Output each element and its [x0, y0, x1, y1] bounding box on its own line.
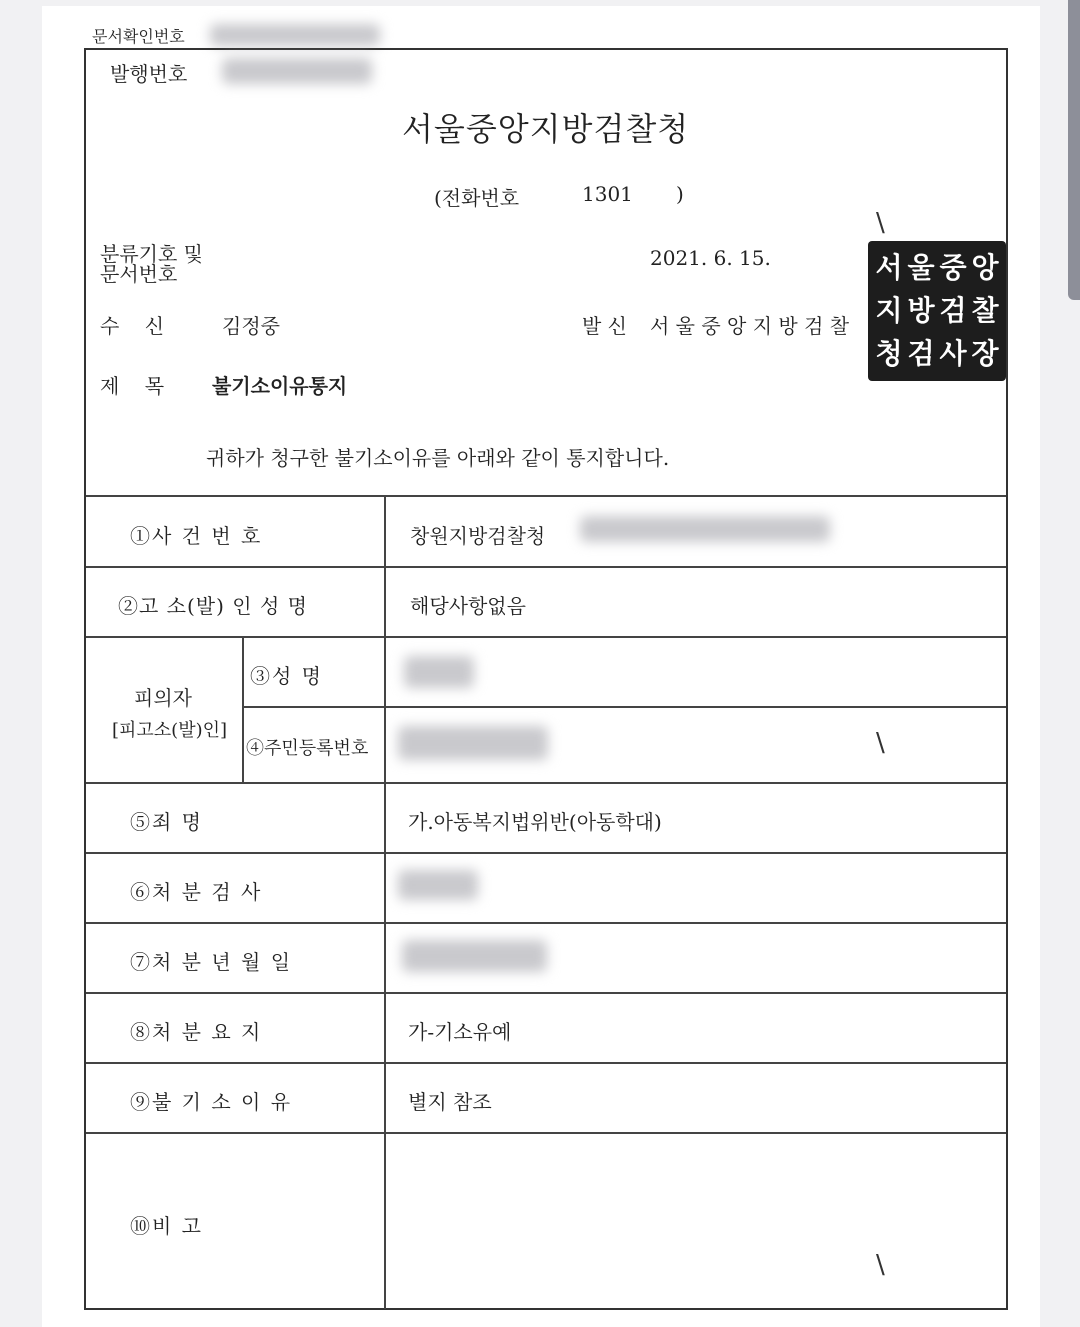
phone-number: 1301 — [582, 182, 633, 206]
mark-tick: \ — [876, 1250, 885, 1280]
scrollbar[interactable] — [1068, 0, 1080, 300]
row-label-charge: ⑤죄 명 — [130, 810, 203, 834]
issue-number-redacted — [222, 58, 372, 84]
seal-char: 검 — [907, 337, 935, 371]
mark-tick: \ — [876, 208, 885, 238]
row-value-complainant: 해당사항없음 — [410, 594, 526, 618]
doc-check-redacted — [210, 24, 380, 46]
table-line — [86, 1132, 1006, 1134]
row-label-non-prosecution-reason: ⑨불 기 소 이 유 — [130, 1090, 293, 1114]
subject-text: 불기소이유통지 — [212, 374, 348, 398]
suspect-name-redacted — [404, 656, 474, 688]
case-number-redacted — [580, 516, 830, 542]
row-value-case-number: 창원지방검찰청 — [410, 524, 546, 548]
seal-char: 청 — [875, 337, 903, 371]
suspect-id-label: ④주민등록번호 — [246, 738, 369, 759]
table-line — [86, 1062, 1006, 1064]
mark-tick: \ — [876, 728, 885, 758]
row-label-disposition-date: ⑦처 분 년 월 일 — [130, 950, 293, 974]
seal-char: 사 — [939, 337, 967, 371]
issue-label: 발행번호 — [110, 62, 188, 86]
sender-name: 서 울 중 앙 지 방 검 찰 — [650, 314, 850, 338]
classification-label-2: 문서번호 — [100, 262, 178, 286]
table-line — [86, 992, 1006, 994]
table-line — [86, 922, 1006, 924]
suspect-id-redacted — [398, 726, 548, 760]
official-seal — [868, 241, 1006, 381]
row-label-complainant: ②고 소(발) 인 성 명 — [118, 594, 308, 618]
recipient-label: 수 신 — [100, 314, 165, 338]
seal-char: 검 — [939, 293, 967, 327]
suspect-name-label: ③성 명 — [250, 664, 323, 688]
classification-label-1: 분류기호 및 — [100, 242, 203, 266]
doc-check-label: 문서확인번호 — [92, 27, 185, 46]
recipient-name: 김정중 — [222, 314, 280, 338]
row-label-disposition-summary: ⑧처 분 요 지 — [130, 1020, 263, 1044]
seal-char: 찰 — [971, 293, 999, 327]
suspect-label-sub: [피고소(발)인] — [112, 720, 228, 741]
table-line — [242, 706, 1006, 708]
seal-char: 지 — [875, 293, 903, 327]
seal-char: 방 — [907, 293, 935, 327]
phone-close: ) — [676, 182, 684, 206]
prosecutor-redacted — [398, 870, 478, 900]
seal-char: 앙 — [971, 250, 999, 284]
row-value-disposition-summary: 가-기소유예 — [408, 1020, 512, 1044]
row-label-case-number: ①사 건 번 호 — [130, 524, 263, 548]
table-line — [86, 495, 1006, 497]
table-line — [384, 495, 386, 1309]
table-line — [86, 566, 1006, 568]
table-line — [86, 636, 1006, 638]
row-value-charge: 가.아동복지법위반(아동학대) — [408, 810, 662, 834]
intro-text: 귀하가 청구한 불기소이유를 아래와 같이 통지합니다. — [206, 446, 670, 470]
row-value-non-prosecution-reason: 별지 참조 — [408, 1090, 492, 1114]
suspect-label: 피의자 — [134, 686, 192, 710]
sender-label: 발 신 — [582, 314, 627, 338]
document-date: 2021. 6. 15. — [650, 246, 771, 270]
seal-char: 중 — [939, 250, 967, 284]
agency-title: 서울중앙지방검찰청 — [402, 110, 690, 148]
row-label-prosecutor: ⑥처 분 검 사 — [130, 880, 263, 904]
table-line — [86, 852, 1006, 854]
seal-char: 울 — [907, 250, 935, 284]
phone-label: (전화번호 — [434, 186, 520, 210]
row-label-remarks: ⑩비 고 — [130, 1214, 203, 1238]
table-line — [86, 782, 1006, 784]
seal-char: 장 — [971, 337, 999, 371]
seal-char: 서 — [875, 250, 903, 284]
subject-label: 제 목 — [100, 374, 165, 398]
table-line — [242, 636, 244, 782]
document-frame — [84, 48, 1008, 1310]
disposition-date-redacted — [402, 940, 547, 972]
